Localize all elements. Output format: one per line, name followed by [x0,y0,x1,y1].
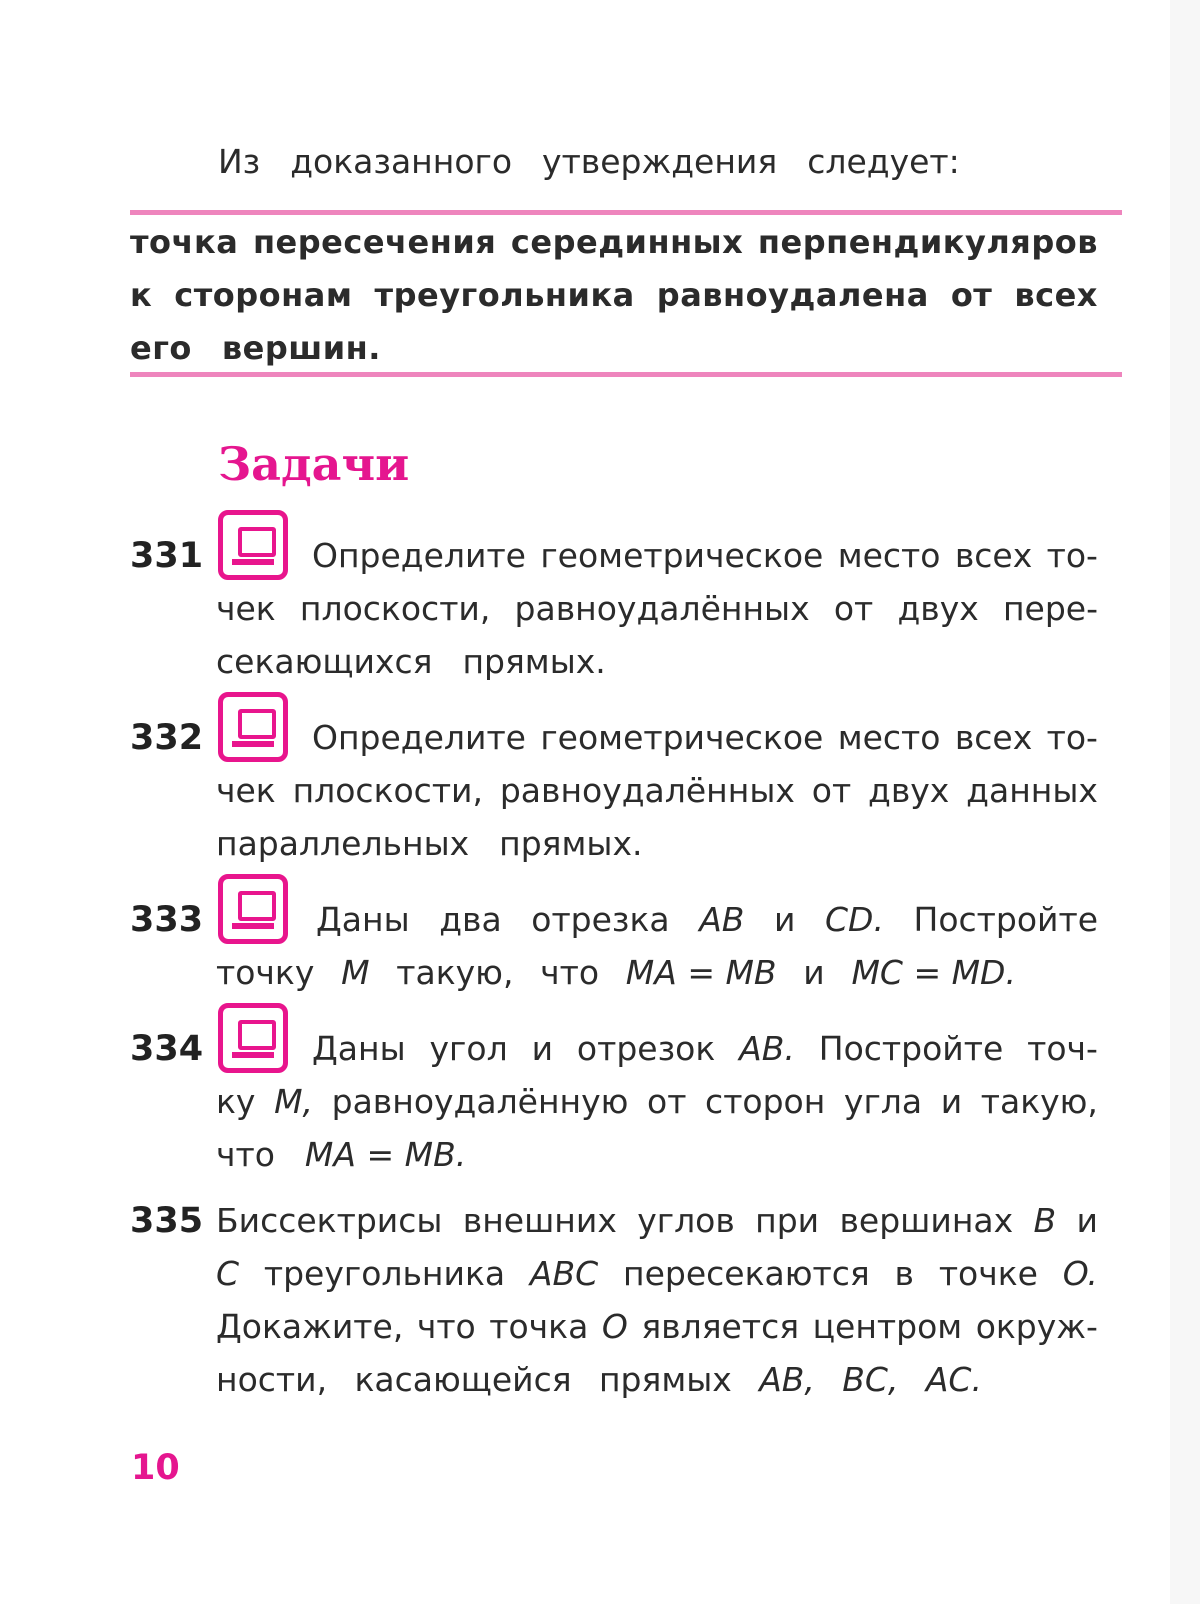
computer-icon [218,692,288,762]
word: C [216,1254,240,1293]
word: данных [966,771,1098,810]
word: и [803,953,825,992]
theorem-line-1 [130,222,1098,262]
word: Из [218,142,261,181]
word: Определите [312,718,526,757]
word: равноудалённых [514,589,810,628]
word: сторонам [174,276,353,314]
computer-icon [218,510,288,580]
section-heading: Задачи [218,437,410,491]
computer-icon [218,1003,288,1073]
intro-sentence [218,142,960,182]
word: MC = MD. [851,953,1016,992]
problem-331-line-3 [216,642,606,682]
word: чек [216,771,276,810]
word: то- [1046,718,1098,757]
word: Биссектрисы [216,1201,443,1240]
word: BC, [842,1360,899,1399]
page-edge-shade [1170,0,1200,1604]
word: в [894,1254,914,1293]
problem-335-line-1 [216,1201,1098,1241]
word: Докажите, [216,1307,404,1346]
word: Даны [316,900,410,939]
word: секающихся [216,642,433,681]
problem-number: 335 [130,1201,204,1241]
problem-335-line-3 [216,1307,1098,1347]
word: утверждения [542,142,778,181]
word: такую, [980,1082,1098,1121]
word: центром [812,1307,963,1346]
word: прямых. [499,824,643,863]
word: и [940,1082,963,1121]
word: AB, [759,1360,815,1399]
problem-334-line-1 [312,1029,1098,1069]
word: точке [938,1254,1038,1293]
word: всех [954,718,1033,757]
word: прямых. [462,642,606,681]
word: Постройте [913,900,1098,939]
word: O. [1062,1254,1098,1293]
word: внешних [462,1201,617,1240]
word: что [416,1307,476,1346]
page-number: 10 [131,1448,180,1488]
word: O [601,1307,628,1346]
problem-332-line-3 [216,824,643,864]
problem-333-line-2 [216,953,1016,993]
word: и [773,900,796,939]
word: B [1033,1201,1057,1240]
word: окруж- [975,1307,1098,1346]
theorem-line-3 [130,328,381,368]
problem-332-line-2 [216,771,1098,811]
word: треугольника [263,1254,506,1293]
problem-333-line-1 [316,900,1098,940]
theorem-bottom-rule [130,372,1122,377]
word: вершинах [839,1201,1014,1240]
word: углов [637,1201,735,1240]
word: MA = MB [625,953,777,992]
problem-number: 332 [130,718,204,758]
word: AC. [925,1360,982,1399]
problem-331-line-2 [216,589,1098,629]
word: Постройте [818,1029,1004,1068]
word: что [216,1135,275,1174]
computer-icon [218,874,288,944]
word: двух [897,589,979,628]
word: от [833,589,874,628]
problem-number: 334 [130,1029,204,1069]
word: пересекаются [623,1254,870,1293]
problem-number: 333 [130,900,204,940]
word: точ- [1027,1029,1098,1068]
word: вершин. [221,329,381,367]
word: от [811,771,852,810]
word: что [540,953,600,992]
problem-331-line-1 [312,536,1098,576]
word: M [341,953,370,992]
word: является [641,1307,800,1346]
problem-334-line-2 [216,1082,1098,1122]
problem-334-line-3 [216,1135,466,1175]
word: доказанного [290,142,513,181]
word: равноудалённую [331,1082,629,1121]
word: M, [274,1082,314,1121]
word: чек [216,589,276,628]
word: к [130,276,153,314]
word: всех [954,536,1033,575]
problem-number: 331 [130,536,204,576]
word: параллельных [216,824,470,863]
word: CD. [825,900,884,939]
problem-332-line-1 [312,718,1098,758]
word: угла [843,1082,923,1121]
word: треугольника [374,276,635,314]
problem-335-line-4 [216,1360,982,1400]
word: от [950,276,993,314]
word: перпендикуляров [757,223,1098,261]
word: касающейся [354,1360,572,1399]
word: равноудалена [656,276,929,314]
word: место [837,536,941,575]
word: угол [429,1029,508,1068]
word: два [439,900,502,939]
word: точка [130,223,239,261]
theorem-line-2 [130,275,1098,315]
word: точка [489,1307,589,1346]
word: Даны [312,1029,406,1068]
word: MA = MB. [304,1135,467,1174]
word: плоскости, [292,771,483,810]
word: место [837,718,941,757]
word: ку [216,1082,256,1121]
word: такую, [396,953,514,992]
word: точку [216,953,315,992]
word: плоскости, [299,589,491,628]
word: AB. [739,1029,795,1068]
word: пере- [1002,589,1098,628]
word: геометрическое [540,536,824,575]
word: при [755,1201,820,1240]
word: отрезок [576,1029,716,1068]
word: геометрическое [540,718,824,757]
word: его [130,329,192,367]
word: ности, [216,1360,328,1399]
word: от [647,1082,687,1121]
word: следует: [807,142,960,181]
word: пересечения [252,223,497,261]
word: AB [699,900,745,939]
word: сторон [705,1082,826,1121]
word: Определите [312,536,526,575]
word: и [1076,1201,1098,1240]
word: ABC [529,1254,599,1293]
word: двух [868,771,950,810]
word: и [531,1029,554,1068]
word: равноудалённых [499,771,795,810]
word: всех [1014,276,1098,314]
word: отрезка [531,900,670,939]
theorem-top-rule [130,210,1122,215]
word: то- [1046,536,1098,575]
problem-335-line-2 [216,1254,1098,1294]
word: прямых [598,1360,732,1399]
word: серединных [510,223,744,261]
